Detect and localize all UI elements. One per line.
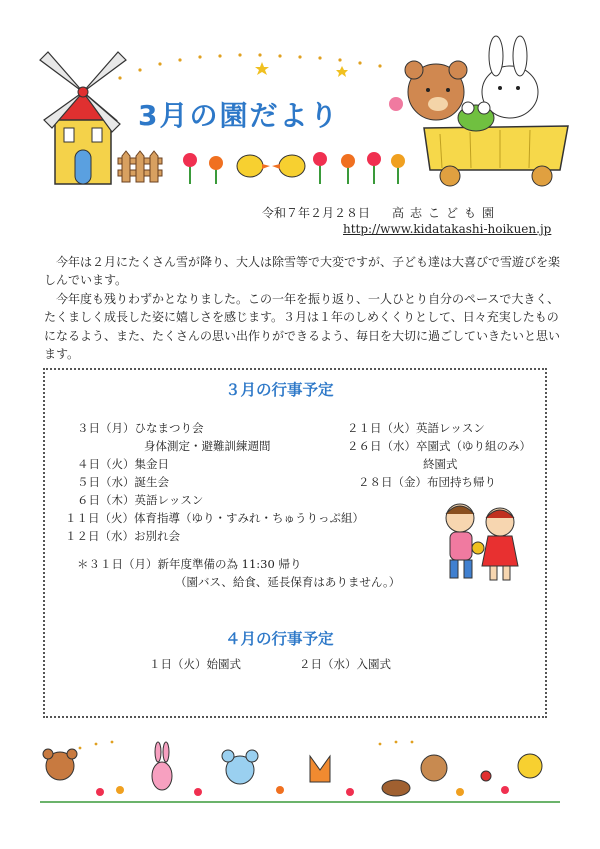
rabbit-icon <box>152 742 172 790</box>
event-name: 卒園式（ゆり組のみ） <box>416 439 531 453</box>
event-name: 布団持ち帰り <box>427 475 496 489</box>
event-date: ６日（木） <box>77 493 135 507</box>
mouse-icon <box>222 750 258 784</box>
raccoon-icon <box>421 755 447 781</box>
event-row <box>77 492 203 508</box>
date-school-line <box>262 204 500 221</box>
april-schedule-title: ４月の行事予定 <box>225 630 334 648</box>
dotted-arc <box>79 741 414 750</box>
event-date: ２８日（金） <box>358 475 427 489</box>
event-row <box>423 456 458 472</box>
event-row <box>65 528 180 544</box>
page-title: 3月の園だより <box>138 99 340 132</box>
event-name: 誕生会 <box>134 475 169 489</box>
event-row <box>77 474 169 490</box>
event-date: ５日（水） <box>77 475 135 489</box>
intro-text <box>44 253 564 363</box>
march-schedule-title: ３月の行事予定 <box>225 381 334 399</box>
website-link[interactable]: http://www.kidatakashi-hoikuen.jp <box>343 222 552 236</box>
event-date: １日（火） <box>149 657 207 671</box>
event-name: ひなまつり会 <box>134 421 204 435</box>
event-date: ４日（火） <box>77 457 135 471</box>
intro-paragraph: 今年度も残りわずかとなりました。この一年を振り返り、一人ひとり自分のペースで大きく、たくましく成長した姿に嬉しさを感じます。３月は１年のしめくくりとして、日々充実したものになるよう、また、たくさんの思い出作りができるよう、毎日を大切に過ごしていきたいと思います。 <box>44 291 561 362</box>
event-row <box>358 474 496 490</box>
bear-icon <box>43 749 77 780</box>
duck-icon <box>518 754 542 778</box>
event-row <box>65 510 364 526</box>
children-illustration <box>430 496 530 586</box>
event-name: 終園式 <box>423 457 458 471</box>
windmill-icon <box>40 52 126 184</box>
fox-icon <box>310 756 330 782</box>
fence-icon <box>118 151 162 182</box>
event-date: １１日（火） <box>65 511 134 525</box>
bird-icon <box>237 155 305 177</box>
event-date: ２日（水） <box>299 657 357 671</box>
hedgehog-icon <box>382 780 410 796</box>
event-row <box>149 656 241 672</box>
school-name: 高志こども園 <box>392 206 501 220</box>
ladybug-icon <box>481 771 491 781</box>
event-date: ２１日（火） <box>347 421 416 435</box>
event-name: 体育指導（ゆり・すみれ・ちゅうりっぷ組） <box>134 511 364 525</box>
event-name: 英語レッスン <box>416 421 485 435</box>
sparkles <box>255 62 348 77</box>
event-date: ３日（月） <box>77 421 135 435</box>
cart-with-animals-icon <box>389 36 568 186</box>
event-row <box>77 420 204 436</box>
note-line: （園バス、給食、延長保育はありません。） <box>175 575 401 589</box>
event-row <box>347 420 485 436</box>
event-name: 集金日 <box>134 457 169 471</box>
footer-illustration <box>0 730 600 810</box>
event-date: ２６日（水） <box>347 439 416 453</box>
intro-paragraph: 今年は２月にたくさん雪が降り、大人は除雪等で大変ですが、子ども達は大喜びで雪遊びを楽しんでいます。 <box>44 255 561 288</box>
note-line: ＊３１日（月）新年度準備の為 11:30 帰り <box>77 557 302 571</box>
event-row <box>347 438 531 454</box>
event-name: お別れ会 <box>134 529 180 543</box>
event-name: 英語レッスン <box>134 493 204 507</box>
event-row <box>299 656 391 672</box>
event-row <box>144 438 271 454</box>
event-row <box>77 456 169 472</box>
event-date: １２日（水） <box>65 529 134 543</box>
event-name: 始園式 <box>206 657 241 671</box>
event-name: 身体測定・避難訓練週間 <box>144 439 271 453</box>
event-name: 入園式 <box>356 657 391 671</box>
issue-date: 令和７年２月２８日 <box>262 206 371 220</box>
